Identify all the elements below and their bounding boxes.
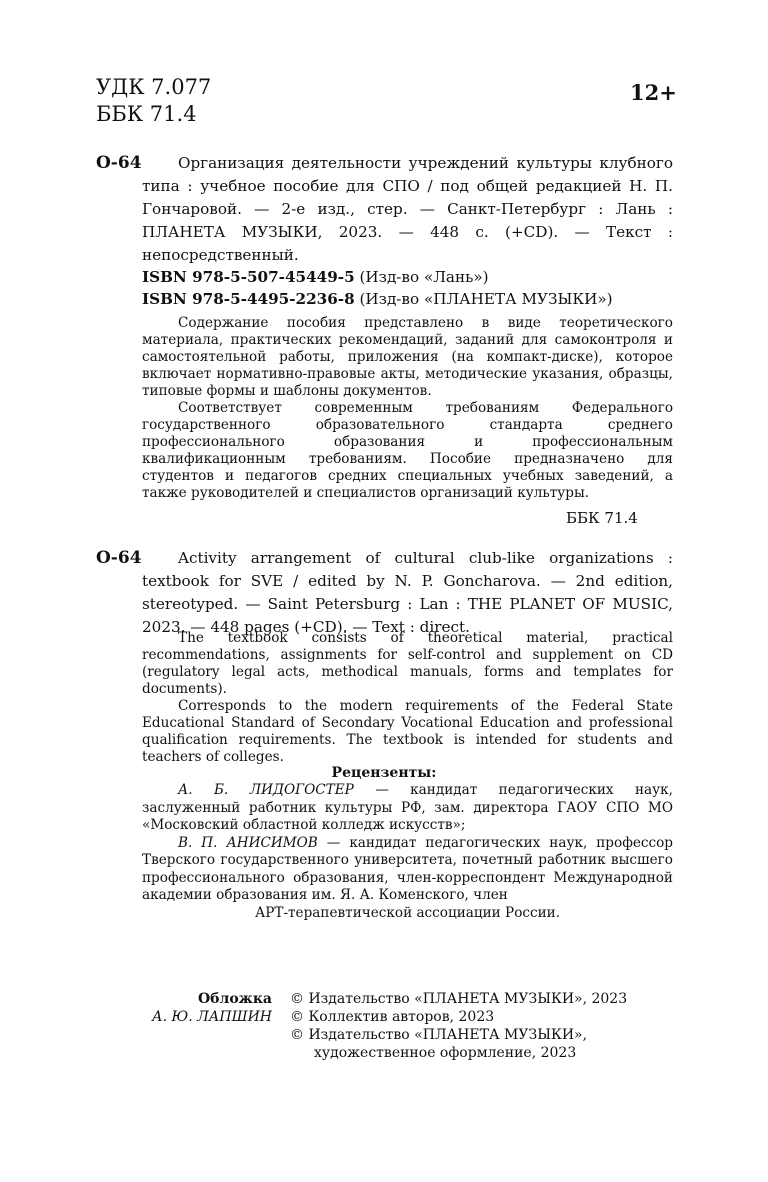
reviewer-description: — кандидат педагогических наук, профессор Тверского государственного университета, почетный работник высшего профессионального образования, член-корреспондент Международной академии образования им. Я. А. Коменского, член xyxy=(142,834,673,903)
reviewer-entry-tail: АРТ-терапевтической ассоциации России. xyxy=(254,904,561,921)
abstract-paragraph: Содержание пособия представлено в виде теоретического материала, практических рекомендаций, заданий для самоконтроля и самостоятельной работы, приложения (на компакт-диске), которое включает нормативно-правовые акты, методические указания, образцы, типовые формы и шаблоны документов. xyxy=(142,315,673,399)
abstract-en xyxy=(142,630,673,766)
copyright-line: © Издательство «ПЛАНЕТА МУЗЫКИ», xyxy=(290,1027,588,1043)
isbn-number: ISBN 978-5-4495-2236-8 xyxy=(142,290,355,308)
classification-block xyxy=(96,74,211,128)
abstract-ru xyxy=(142,315,673,502)
isbn-publisher: (Изд-во «ПЛАНЕТА МУЗЫКИ») xyxy=(359,290,613,308)
author-mark-ru: О-64 xyxy=(96,153,142,173)
bbk-code: ББК 71.4 xyxy=(96,102,197,126)
citation-ru-text: Организация деятельности учреждений культуры клубного типа : учебное пособие для СПО / под общей редакцией Н. П. Гончаровой. — 2-е изд., стер. — Санкт-Петербург : Лань : ПЛАНЕТА МУЗЫКИ, 2023. — 448 с. (+CD). — Текст : непосредственный. xyxy=(142,154,673,264)
citation-en xyxy=(142,547,673,639)
bbk-index: ББК 71.4 xyxy=(566,509,638,527)
isbn-line xyxy=(142,266,613,288)
abstract-paragraph: Соответствует современным требованиям Федерального государственного образовательного стандарта среднего профессионального образования и профессиональным квалификационным требованиям. Пособие предназначено для студентов и педагогов средних специальных учебных заведений, а также руководителей и специалистов организаций культуры. xyxy=(142,400,673,501)
reviewer-name: В. П. АНИСИМОВ xyxy=(178,834,318,851)
citation-ru xyxy=(142,152,673,267)
reviewer-entry xyxy=(142,782,673,835)
abstract-paragraph: The textbook consists of theoretical material, practical recommendations, assignments for self-control and supplement on CD (regulatory legal acts, methodical manuals, forms and templates for documents). xyxy=(142,630,673,697)
reviewers-list xyxy=(142,782,673,922)
cover-label: Обложка xyxy=(197,991,272,1007)
isbn-number: ISBN 978-5-507-45449-5 xyxy=(142,268,355,286)
copyright-block xyxy=(290,990,627,1062)
age-rating: 12+ xyxy=(630,80,677,105)
copyright-line: художественное оформление, 2023 xyxy=(314,1045,577,1061)
reviewer-entry xyxy=(142,835,673,905)
reviewers-title: Рецензенты: xyxy=(331,765,437,781)
isbn-block xyxy=(142,266,613,310)
isbn-publisher: (Изд-во «Лань») xyxy=(359,268,489,286)
abstract-paragraph: Corresponds to the modern requirements of the Federal State Educational Standard of Secondary Vocational Education and professional qualification requirements. The textbook is intended for students and teachers of colleges. xyxy=(142,698,673,765)
cover-credit xyxy=(96,990,272,1026)
reviewer-description: — кандидат педагогических наук, заслуженный работник культуры РФ, зам. директора ГАОУ СПО МО «Московский областной колледж искусств»; xyxy=(142,782,673,833)
citation-en-text: Activity arrangement of cultural club-like organizations : textbook for SVE / edited by N. P. Goncharova. — 2nd edition, stereotyped. — Saint Petersburg : Lan : THE PLANET OF MUSIC, 2023. — 448 pages (+CD). — Text : direct. xyxy=(142,549,673,636)
reviewer-name: А. Б. ЛИДОГОСТЕР xyxy=(178,782,354,798)
author-mark-en: О-64 xyxy=(96,548,142,568)
cover-artist: А. Ю. ЛАПШИН xyxy=(152,1009,272,1025)
udk-code: УДК 7.077 xyxy=(96,75,212,99)
copyright-line: © Издательство «ПЛАНЕТА МУЗЫКИ», 2023 xyxy=(290,991,628,1007)
copyright-line: © Коллектив авторов, 2023 xyxy=(290,1009,495,1025)
isbn-line xyxy=(142,288,613,310)
